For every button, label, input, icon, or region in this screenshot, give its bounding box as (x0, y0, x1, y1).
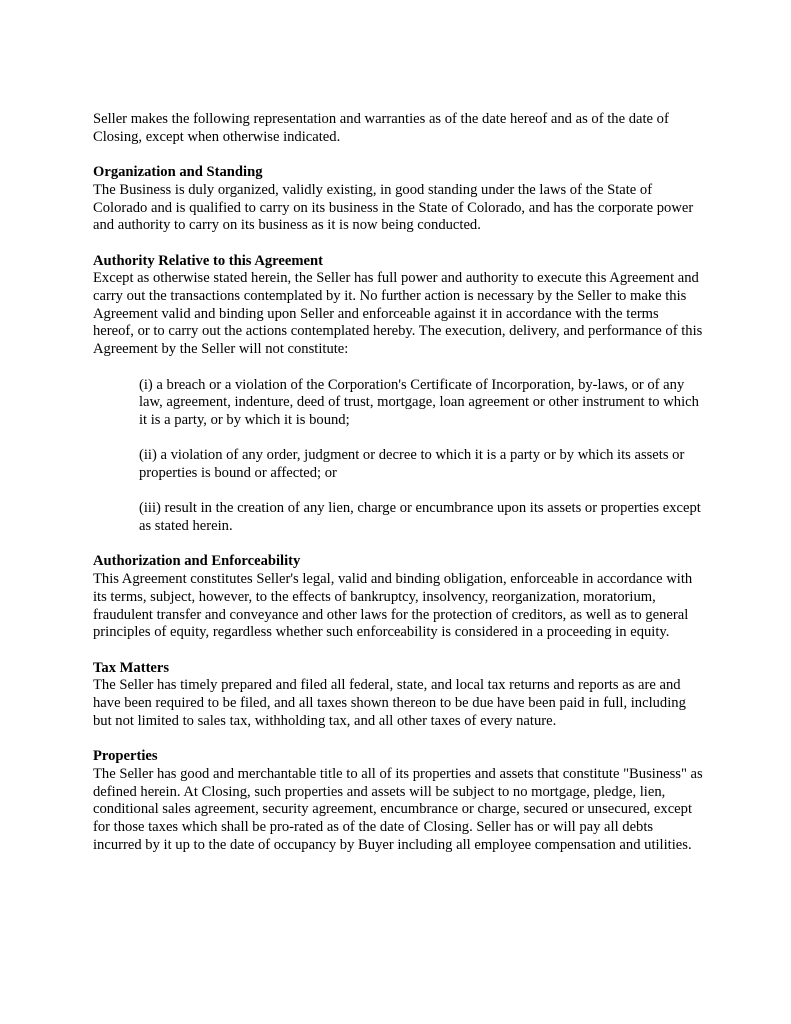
section-heading: Authorization and Enforceability (93, 553, 301, 570)
section-text: This Agreement constitutes Seller's legal, valid and binding obligation, enforceable in accordance with its terms, subject, however, to the effects of bankruptcy, insolvency, reorganization, moratorium, fraudulent transfer and conveyance and other laws for the protection of creditors, as well as to general principles of equity, regardless whether such enforceability is considered in a proceeding in equity. (93, 571, 693, 641)
section-properties (93, 748, 703, 854)
section-text: The Business is duly organized, validly existing, in good standing under the laws of the State of Colorado and is qualified to carry on its business in the State of Colorado, and has the corporate power and authority to carry on its business as it is now being conducted. (93, 181, 694, 234)
section-text: Except as otherwise stated herein, the Seller has full power and authority to execute this Agreement and carry out the transactions contemplated by it. No further action is necessary by the Seller to make this Agreement valid and binding upon Seller and enforceable against it in accordance with the terms hereof, or to carry out the actions contemplated hereby. The execution, delivery, and performance of this Agreement by the Seller will not constitute: (93, 270, 703, 358)
section-text: The Seller has good and merchantable title to all of its properties and assets that constitute "Business" as defined herein. At Closing, such properties and assets will be subject to no mortgage, pledge, lien, conditional sales agreement, security agreement, encumbrance or charge, secured or unsecured, except for those taxes which shall be pro-rated as of the date of Closing. Seller has or will pay all debts incurred by it up to the date of occupancy by Buyer including all employee compensation and utilities. (93, 765, 703, 853)
section-text: The Seller has timely prepared and filed all federal, state, and local tax returns and reports as are and have been required to be filed, and all taxes shown thereon to be due have been paid in full, including but not limited to sales tax, withholding tax, and all other taxes of every nature. (93, 677, 686, 729)
section-heading: Tax Matters (93, 659, 170, 676)
list-item: (i) a breach or a violation of the Corporation's Certificate of Incorporation, by-laws, or of any law, agreement, indenture, deed of trust, mortgage, loan agreement or other instrument to which it is a party, or by which it is bound; (139, 376, 699, 428)
section-heading: Properties (93, 748, 158, 765)
section-heading: Organization and Standing (93, 164, 263, 181)
document-page (93, 111, 703, 872)
intro-paragraph: Seller makes the following representation and warranties as of the date hereof and as of the date of Closing, except when otherwise indicated. (93, 111, 669, 145)
section-authority (93, 253, 703, 359)
section-organization (93, 164, 703, 235)
section-tax (93, 660, 703, 731)
list-item: (ii) a violation of any order, judgment or decree to which it is a party or by which its assets or properties is bound or affected; or (139, 447, 685, 481)
list-item: (iii) result in the creation of any lien, charge or encumbrance upon its assets or properties except as stated herein. (139, 500, 701, 535)
section-authorization (93, 553, 703, 642)
section-heading: Authority Relative to this Agreement (93, 252, 323, 269)
